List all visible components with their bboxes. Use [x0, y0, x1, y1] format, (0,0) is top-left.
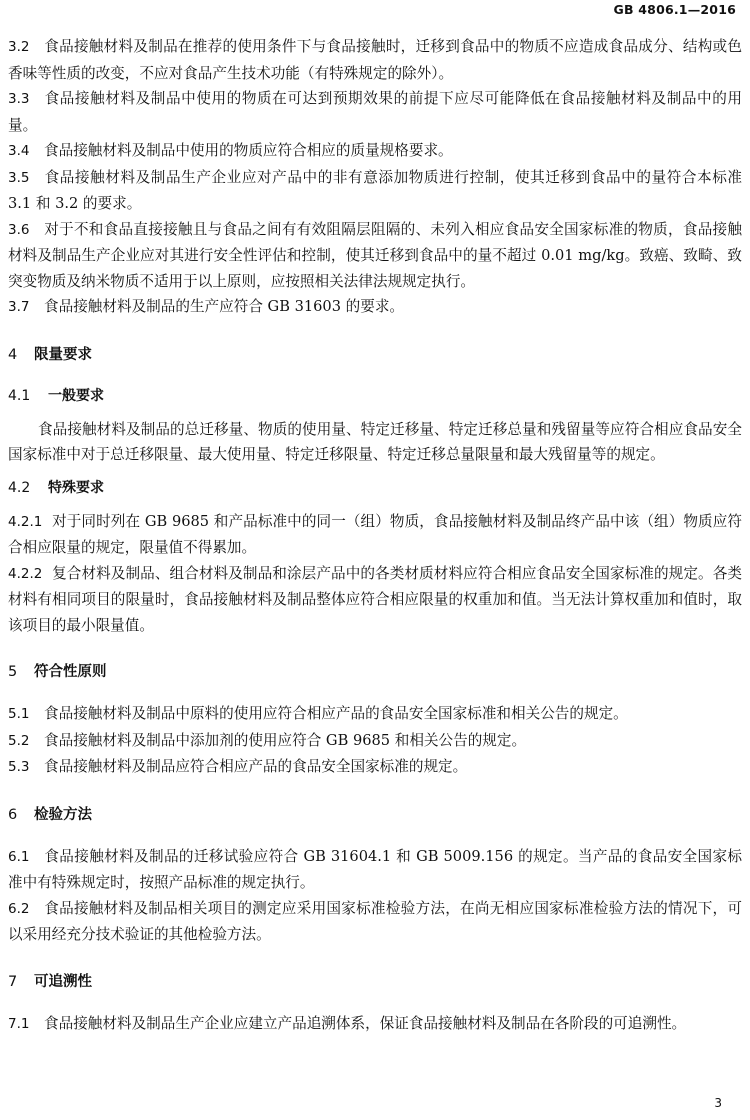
clause-number: 3.3: [8, 91, 30, 107]
clause-number: 7.1: [8, 1015, 30, 1032]
clause-number: 3.4: [8, 143, 30, 159]
document-body: [8, 34, 742, 1037]
clause-text: 食品接触材料及制品中使用的物质应符合相应的质量规格要求。: [44, 142, 453, 159]
section-number: 7: [8, 973, 18, 990]
section-7-heading: [8, 970, 742, 995]
section-5-heading: [8, 660, 742, 685]
clause-7-1: [8, 1011, 742, 1038]
clause-text: 食品接触材料及制品中原料的使用应符合相应产品的食品安全国家标准和相关公告的规定。: [44, 705, 628, 722]
clause-5-2: [8, 728, 742, 755]
subsection-4-1-text: 食品接触材料及制品的总迁移量、物质的使用量、特定迁移量、特定迁移总量和残留量等应符合相应食品安全国家标准中对于总迁移限量、最大使用量、特定迁移限量、特定迁移总量限量和最大残留量等的规定。: [8, 420, 742, 463]
clause-number: 6.2: [8, 900, 30, 917]
clause-text: 食品接触材料及制品的迁移试验应符合 GB 31604.1 和 GB 5009.156 的规定。当产品的食品安全国家标准中有特殊规定时，按照产品标准的规定执行。: [8, 847, 742, 891]
clause-text: 对于同时列在 GB 9685 和产品标准中的同一（组）物质，食品接触材料及制品终产品中该（组）物质应符合相应限量的规定，限量值不得累加。: [8, 512, 742, 556]
clause-3-3: [8, 86, 742, 138]
clause-4-2-2: [8, 561, 742, 639]
clause-4-2-1: [8, 509, 742, 561]
subsection-number: 4.1: [8, 387, 31, 404]
subsection-4-1-heading: [8, 384, 742, 409]
clause-text: 食品接触材料及制品中添加剂的使用应符合 GB 9685 和相关公告的规定。: [44, 731, 527, 749]
section-number: 5: [8, 664, 18, 680]
clause-text: 复合材料及制品、组合材料及制品和涂层产品中的各类材质材料应符合相应食品安全国家标准的规定。各类材料有相同项目的限量时，食品接触材料及制品整体应符合相应限量的权重加和值。当无法计算权重加和值时，取该项目的最小限量值。: [8, 564, 742, 634]
clause-6-2: [8, 896, 742, 948]
subsection-number: 4.2: [8, 479, 31, 496]
clause-number: 3.7: [8, 299, 30, 315]
section-6-heading: [8, 803, 742, 828]
clause-text: 食品接触材料及制品生产企业应对产品中的非有意添加物质进行控制，使其迁移到食品中的量符合本标准 3.1 和 3.2 的要求。: [8, 168, 742, 212]
subsection-title: 一般要求: [48, 387, 104, 404]
clause-number: 4.2.2: [8, 565, 43, 582]
clause-text: 食品接触材料及制品生产企业应建立产品追溯体系，保证食品接触材料及制品在各阶段的可追溯性。: [44, 1014, 687, 1032]
section-number: 4: [8, 346, 18, 363]
clause-3-5: [8, 165, 742, 217]
clause-3-6: [8, 217, 742, 295]
clause-number: 4.2.1: [8, 513, 43, 530]
section-title: 检验方法: [34, 806, 92, 823]
clause-number: 5.2: [8, 732, 30, 749]
clause-3-7: [8, 294, 742, 321]
clause-text: 食品接触材料及制品相关项目的测定应采用国家标准检验方法，在尚无相应国家标准检验方法的情况下，可以采用经充分技术验证的其他检验方法。: [8, 899, 742, 943]
clause-number: 3.6: [8, 221, 30, 238]
clause-number: 5.3: [8, 759, 30, 775]
clause-text: 对于不和食品直接接触且与食品之间有有效阻隔层阻隔的、未列入相应食品安全国家标准的物质，食品接触材料及制品生产企业应对其进行安全性评估和控制，使其迁移到食品中的量不超过 0.01 mg/kg。致癌、致畸、致突变物质及纳米物质不适用于以上原则，应按照相关法律法规规定执行。: [8, 220, 742, 290]
subsection-4-2-heading: [8, 476, 742, 501]
clause-3-2: [8, 34, 742, 86]
clause-number: 5.1: [8, 706, 30, 722]
section-title: 限量要求: [34, 346, 92, 363]
clause-number: 3.5: [8, 169, 30, 186]
standard-code-header: GB 4806.1—2016: [613, 2, 736, 17]
section-4-heading: [8, 343, 742, 368]
section-number: 6: [8, 806, 18, 823]
subsection-title: 特殊要求: [48, 479, 104, 496]
clause-5-1: [8, 701, 742, 728]
clause-text: 食品接触材料及制品在推荐的使用条件下与食品接触时，迁移到食品中的物质不应造成食品成分、结构或色香味等性质的改变，不应对食品产生技术功能（有特殊规定的除外）。: [8, 38, 742, 82]
clause-text: 食品接触材料及制品中使用的物质在可达到预期效果的前提下应尽可能降低在食品接触材料及制品中的用量。: [8, 90, 742, 134]
section-title: 符合性原则: [34, 664, 107, 680]
clause-3-4: [8, 138, 742, 165]
page-number: 3: [714, 1096, 722, 1110]
clause-text: 食品接触材料及制品应符合相应产品的食品安全国家标准的规定。: [44, 758, 468, 775]
clause-number: 3.2: [8, 39, 30, 55]
clause-number: 6.1: [8, 848, 30, 865]
section-title: 可追溯性: [34, 973, 92, 990]
clause-text: 食品接触材料及制品的生产应符合 GB 31603 的要求。: [44, 298, 405, 315]
clause-5-3: [8, 754, 742, 781]
clause-6-1: [8, 844, 742, 896]
